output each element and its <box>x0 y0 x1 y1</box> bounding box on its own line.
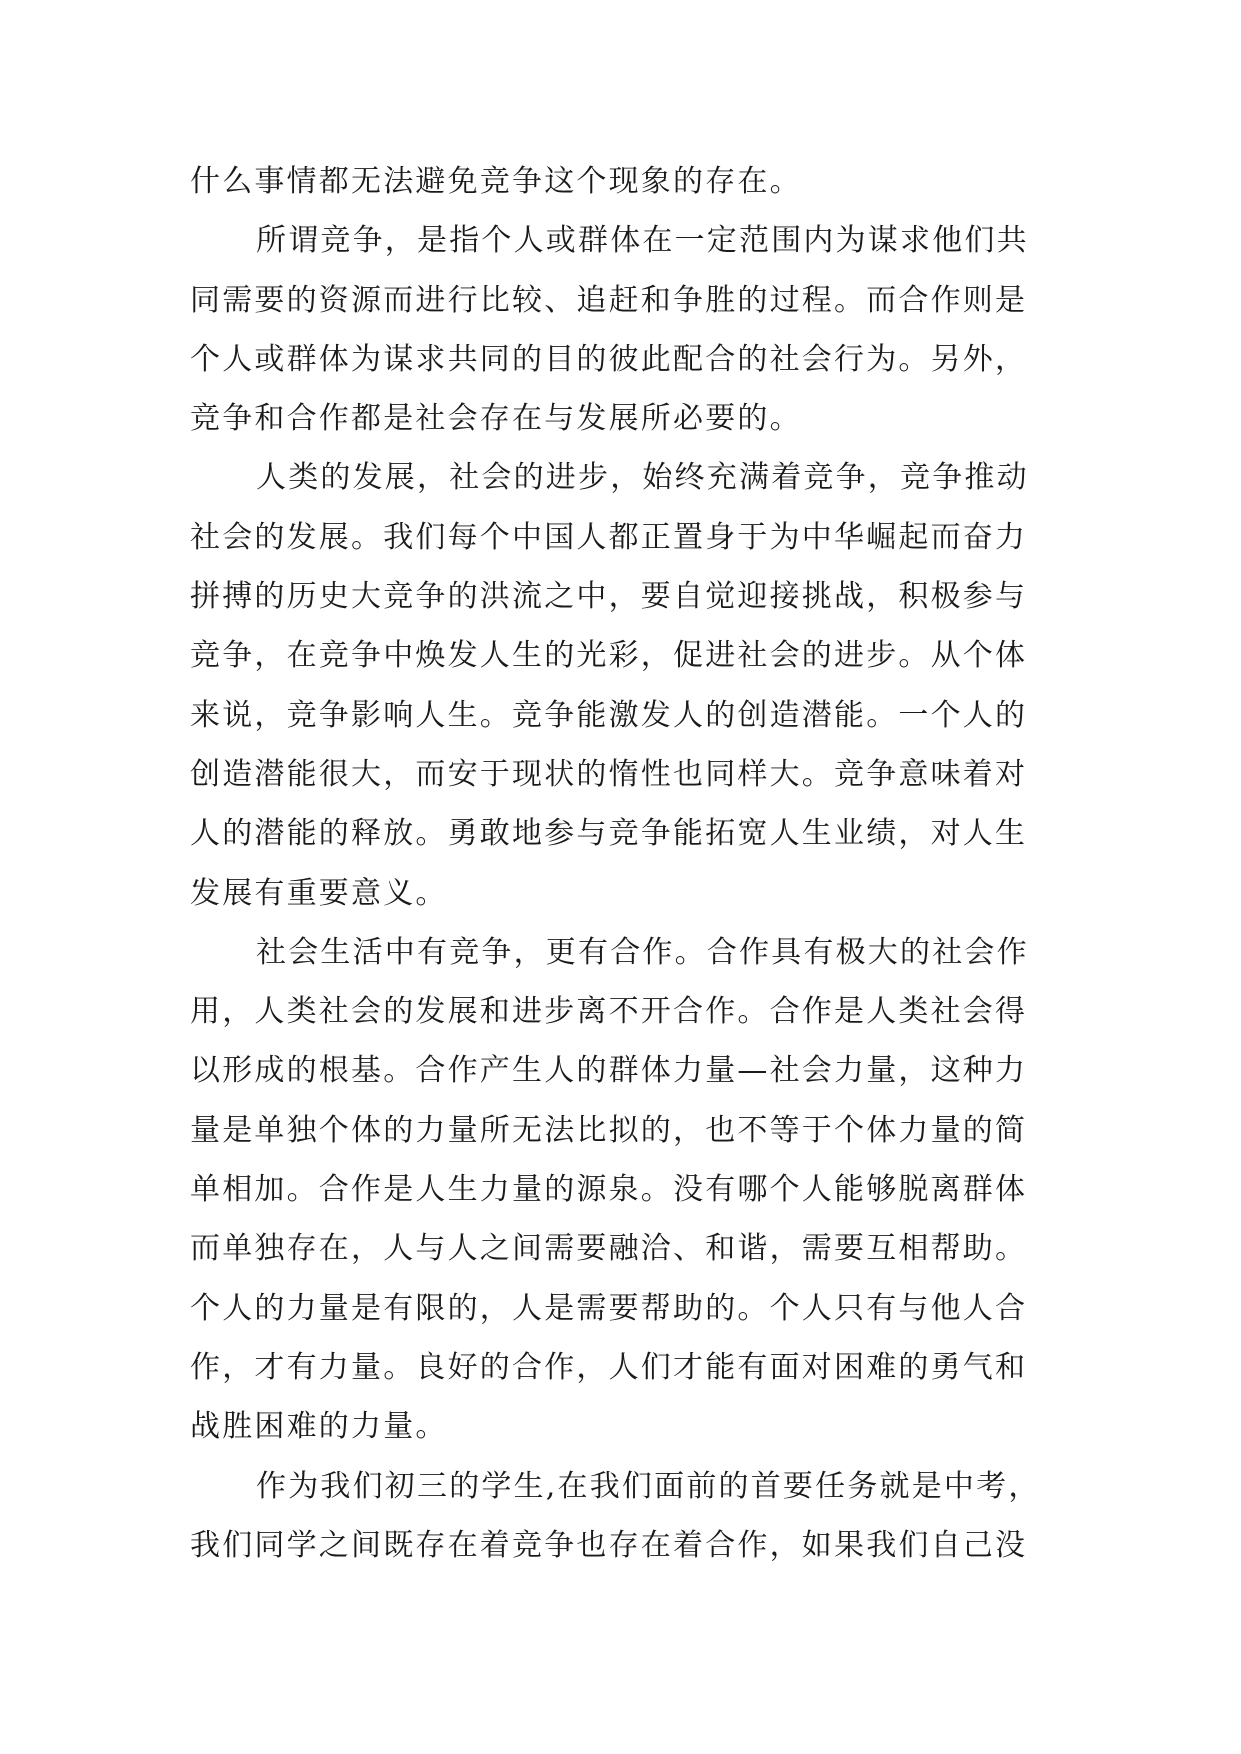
text-line: 发展有重要意义。 <box>190 875 448 911</box>
text-line: 单相加。合作是人生力量的源泉。没有哪个人能够脱离群体 <box>190 1172 1028 1208</box>
document-body <box>190 152 1090 1575</box>
text-line: 竞争，在竞争中焕发人生的光彩，促进社会的进步。从个体 <box>190 638 1028 674</box>
text-line: 人类的发展，社会的进步，始终充满着竞争，竞争推动 <box>256 460 1029 496</box>
text-line: 以形成的根基。合作产生人的群体力量—社会力量，这种力 <box>190 1053 1028 1089</box>
text-line: 作为我们初三的学生,在我们面前的首要任务就是中考， <box>256 1468 1041 1504</box>
paragraph <box>190 448 1090 922</box>
text-line: 作，才有力量。良好的合作，人们才能有面对困难的勇气和 <box>190 1349 1028 1385</box>
text-line: 来说，竞争影响人生。竞争能激发人的创造潜能。一个人的 <box>190 697 1028 733</box>
text-line: 同需要的资源而进行比较、追赶和争胜的过程。而合作则是 <box>190 282 1028 318</box>
text-line: 战胜困难的力量。 <box>190 1409 448 1445</box>
text-line: 我们同学之间既存在着竞争也存在着合作，如果我们自己没 <box>190 1527 1028 1563</box>
text-line: 用，人类社会的发展和进步离不开合作。合作是人类社会得 <box>190 994 1028 1030</box>
text-line: 竞争和合作都是社会存在与发展所必要的。 <box>190 401 802 437</box>
text-line: 所谓竞争，是指个人或群体在一定范围内为谋求他们共 <box>256 223 1029 259</box>
text-line: 社会的发展。我们每个中国人都正置身于为中华崛起而奋力 <box>190 519 1028 555</box>
paragraph <box>190 923 1090 1457</box>
paragraph <box>190 152 1090 211</box>
text-line: 什么事情都无法避免竞争这个现象的存在。 <box>190 164 802 199</box>
text-line: 社会生活中有竞争，更有合作。合作具有极大的社会作 <box>256 934 1029 970</box>
paragraph <box>190 1457 1090 1576</box>
text-line: 个人的力量是有限的，人是需要帮助的。个人只有与他人合 <box>190 1290 1028 1326</box>
text-line: 个人或群体为谋求共同的目的彼此配合的社会行为。另外， <box>190 341 1028 377</box>
text-line: 量是单独个体的力量所无法比拟的，也不等于个体力量的简 <box>190 1112 1028 1148</box>
text-line: 人的潜能的释放。勇敢地参与竞争能拓宽人生业绩，对人生 <box>190 816 1028 852</box>
paragraph <box>190 211 1090 448</box>
text-line: 创造潜能很大，而安于现状的惰性也同样大。竞争意味着对 <box>190 756 1028 792</box>
text-line: 而单独存在，人与人之间需要融洽、和谐，需要互相帮助。 <box>190 1231 1028 1267</box>
text-line: 拼搏的历史大竞争的洪流之中，要自觉迎接挑战，积极参与 <box>190 579 1028 615</box>
